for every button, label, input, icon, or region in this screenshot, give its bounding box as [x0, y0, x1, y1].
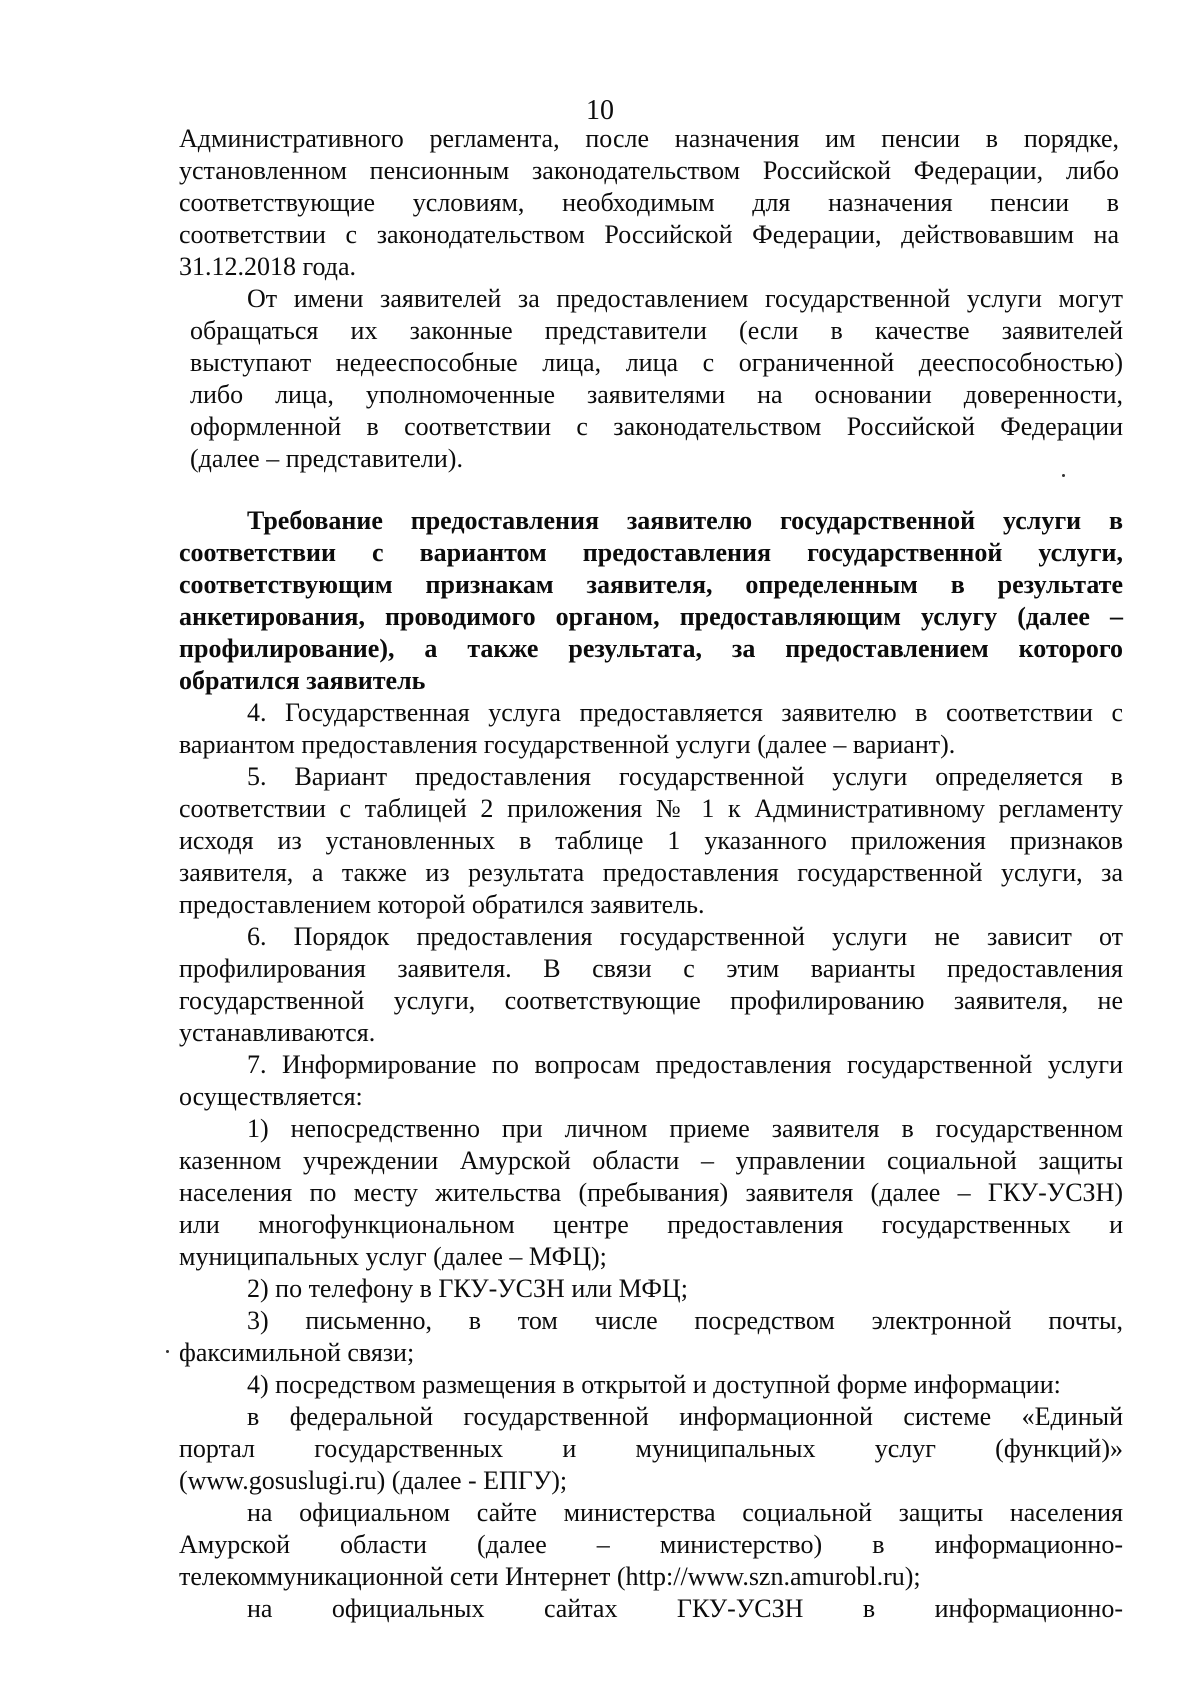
- text-line: выступают недееспособные лица, лица с ограниченной дееспособностью): [190, 348, 1123, 377]
- text-line: соответствующие условиям, необходимым для назначения пенсии в: [179, 188, 1119, 217]
- text-line: телекоммуникационной сети Интернет (http://www.szn.amurobl.ru);: [179, 1562, 921, 1591]
- text-line: исходя из установленных в таблице 1 указанного приложения признаков: [179, 826, 1123, 855]
- text-line: профилирование), а также результата, за предоставлением которого: [179, 634, 1123, 663]
- text-line: предоставлением которой обратился заявитель.: [179, 890, 705, 919]
- scan-speck: [1062, 474, 1065, 477]
- text-line: на официальном сайте министерства социальной защиты населения: [247, 1498, 1123, 1527]
- text-line: 2) по телефону в ГКУ-УСЗН или МФЦ;: [247, 1274, 688, 1303]
- text-line: От имени заявителей за предоставлением государственной услуги могут: [247, 284, 1123, 313]
- text-line: 5. Вариант предоставления государственной услуги определяется в: [247, 762, 1123, 791]
- text-line: (далее – представители).: [190, 444, 463, 473]
- text-line: обратился заявитель: [179, 666, 426, 695]
- text-line: казенном учреждении Амурской области – управлении социальной защиты: [179, 1146, 1123, 1175]
- text-line: 6. Порядок предоставления государственной услуги не зависит от: [247, 922, 1123, 951]
- text-line: 3) письменно, в том числе посредством электронной почты,: [247, 1306, 1123, 1335]
- text-line: соответствующим признакам заявителя, определенным в результате: [179, 570, 1123, 599]
- text-line: либо лица, уполномоченные заявителями на основании доверенности,: [190, 380, 1123, 409]
- text-line: 31.12.2018 года.: [179, 252, 357, 281]
- text-line: в федеральной государственной информационной системе «Единый: [247, 1402, 1123, 1431]
- text-line: населения по месту жительства (пребывания) заявителя (далее – ГКУ-УСЗН): [179, 1178, 1123, 1207]
- text-line: портал государственных и муниципальных услуг (функций)»: [179, 1434, 1123, 1463]
- text-line: соответствии с законодательством Российской Федерации, действовавшим на: [179, 220, 1119, 249]
- text-line: муниципальных услуг (далее – МФЦ);: [179, 1242, 607, 1271]
- text-line: 7. Информирование по вопросам предоставления государственной услуги: [247, 1050, 1123, 1079]
- text-line: оформленной в соответствии с законодательством Российской Федерации: [190, 412, 1123, 441]
- page-number: 10: [586, 95, 614, 126]
- text-line: Амурской области (далее – министерство) в информационно-: [179, 1530, 1123, 1559]
- text-line: установленном пенсионным законодательством Российской Федерации, либо: [179, 156, 1119, 185]
- text-line: 4) посредством размещения в открытой и доступной форме информации:: [247, 1370, 1061, 1399]
- text-line: соответствии с вариантом предоставления государственной услуги,: [179, 538, 1123, 567]
- text-line: или многофункциональном центре предоставления государственных и: [179, 1210, 1123, 1239]
- text-line: Административного регламента, после назначения им пенсии в порядке,: [179, 124, 1119, 153]
- scan-speck: [166, 1350, 169, 1353]
- text-line: 1) непосредственно при личном приеме заявителя в государственном: [247, 1114, 1123, 1143]
- text-line: государственной услуги, соответствующие профилированию заявителя, не: [179, 986, 1123, 1015]
- text-line: осуществляется:: [179, 1082, 363, 1111]
- text-line: заявителя, а также из результата предоставления государственной услуги, за: [179, 858, 1123, 887]
- text-line: факсимильной связи;: [179, 1338, 415, 1367]
- text-line: профилирования заявителя. В связи с этим варианты предоставления: [179, 954, 1123, 983]
- text-line: анкетирования, проводимого органом, предоставляющим услугу (далее –: [179, 602, 1123, 631]
- text-line: вариантом предоставления государственной услуги (далее – вариант).: [179, 730, 956, 759]
- text-line: устанавливаются.: [179, 1018, 376, 1047]
- text-line: (www.gosuslugi.ru) (далее - ЕПГУ);: [179, 1466, 568, 1495]
- text-line: на официальных сайтах ГКУ-УСЗН в информационно-: [247, 1594, 1123, 1623]
- text-line: Требование предоставления заявителю государственной услуги в: [247, 506, 1123, 535]
- text-line: соответствии с таблицей 2 приложения № 1 к Административному регламенту: [179, 794, 1123, 823]
- text-line: 4. Государственная услуга предоставляется заявителю в соответствии с: [247, 698, 1123, 727]
- text-line: обращаться их законные представители (если в качестве заявителей: [190, 316, 1123, 345]
